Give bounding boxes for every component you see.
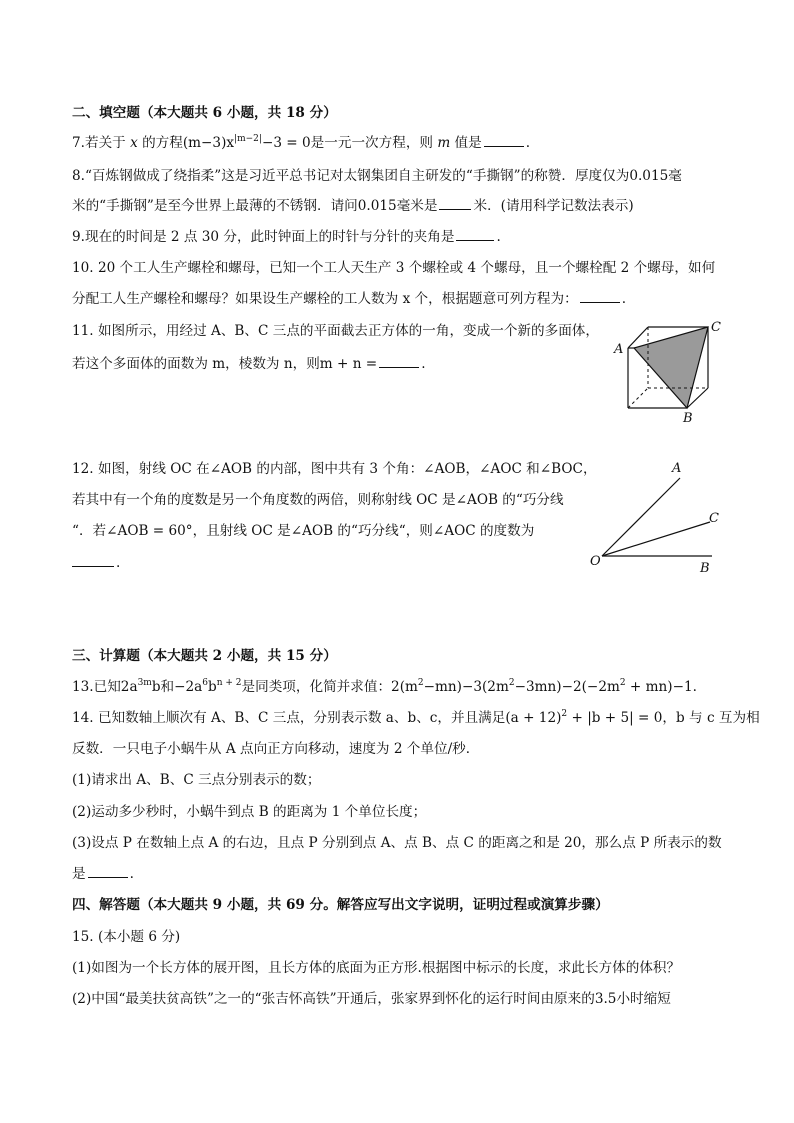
answer-blank[interactable] <box>72 554 114 567</box>
question-12-line-3: “．若∠AOB = 60°，且射线 OC 是∠AOB 的“巧分线“，则∠AOC 的度数为 <box>72 523 535 539</box>
answer-blank[interactable] <box>88 865 128 878</box>
question-14-part-3: (3)设点 P 在数轴上点 A 的右边，且点 P 分别到点 A、点 B、点 C 的距离之和是 20，那么点 P 所表示的数 <box>72 835 722 851</box>
hidden-edge <box>628 388 648 408</box>
question-10-line-2: 分配工人生产螺栓和螺母？如果设生产螺栓的工人数为 x 个，根据题意可列方程为： . <box>72 291 627 307</box>
answer-blank[interactable] <box>439 197 471 210</box>
point-label-b: B <box>683 411 693 426</box>
question-8-line-2: 米的“手撕钢”是至今世界上最薄的不锈钢．请问0.015毫米是 米．(请用科学记数法表示) <box>72 198 634 214</box>
question-7: 7.若关于 x 的方程$(m-3)x^{|m-2|}-3 = 0$是一元一次方程，则 m 值是 . <box>72 134 531 151</box>
question-9: 9.现在的时间是 2 点 30 分，此时钟面上的时针与分针的夹角是 . <box>72 229 501 245</box>
question-14-part-3-end: 是 . <box>72 866 134 882</box>
cube-cut-figure <box>610 318 726 426</box>
section-3-title: 三、计算题（本大题共 2 小题，共 15 分） <box>72 648 337 664</box>
point-label-a: A <box>614 342 624 357</box>
question-11-line-1: 11. 如图所示，用经过 A、B、C 三点的平面截去正方体的一角，变成一个新的多面体， <box>72 323 599 339</box>
point-label-b: B <box>700 561 710 576</box>
question-14-line-2: 反数．一只电子小蜗牛从 A 点向正方向移动，速度为 2 个单位/秒． <box>72 741 480 757</box>
section-4-title: 四、解答题（本大题共 9 小题，共 69 分。解答应写出文字说明，证明过程或演算步骤） <box>72 897 609 913</box>
answer-blank[interactable] <box>379 355 419 368</box>
question-14-line-1: 14. 已知数轴上顺次有 A、B、C 三点，分别表示数 a、b、c，并且满足$(a + 12)^2 + |b + 5| = 0$，b 与 c 互为相 <box>72 709 760 726</box>
point-label-c: C <box>709 511 719 526</box>
answer-blank[interactable] <box>456 228 494 241</box>
cut-triangle <box>634 327 708 408</box>
question-11-line-2: 若这个多面体的面数为 m，棱数为 n，则m + n = . <box>72 356 426 372</box>
question-10-line-1: 10. 20 个工人生产螺栓和螺母，已知一个工人天生产 3 个螺栓或 4 个螺母，且一个螺栓配 2 个螺母，如何 <box>72 260 716 276</box>
question-14-part-1: (1)请求出 A、B、C 三点分别表示的数； <box>72 772 321 788</box>
point-label-o: O <box>590 554 601 569</box>
answer-blank[interactable] <box>484 134 524 147</box>
answer-blank[interactable] <box>580 290 620 303</box>
angle-rays-figure <box>584 458 724 578</box>
question-15-part-1: (1)如图为一个长方体的展开图，且长方体的底面为正方形.根据图中标示的长度，求此长方体的体积？ <box>72 960 681 976</box>
question-12-line-2: 若其中有一个角的度数是另一个角度数的两倍，则称射线 OC 是∠AOB 的“巧分线 <box>72 492 564 508</box>
question-8-line-1: 8.“百炼钢做成了绕指柔”这是习近平总书记对太钢集团自主研发的“手撕钢”的称赞．厚度仅为0.015毫 <box>72 168 682 184</box>
section-2-title: 二、填空题（本大题共 6 小题，共 18 分） <box>72 105 337 121</box>
question-15-header: 15. (本小题 6 分) <box>72 929 181 945</box>
question-12-line-1: 12. 如图，射线 OC 在∠AOB 的内部，图中共有 3 个角：∠AOB，∠AOC 和∠BOC， <box>72 461 597 477</box>
question-13: 13.已知$2a^{3m}b$和$-2a^6b^{n + 2}$是同类项，化简并求值：$2(m^2-mn)-3(2m^2-3mn)-2(-2m^2 + mn)-1$. <box>72 678 697 695</box>
question-15-part-2: (2)中国“最美扶贫高铁”之一的“张吉怀高铁”开通后，张家界到怀化的运行时间由原来的3.5小时缩短 <box>72 991 671 1007</box>
question-14-part-2: (2)运动多少秒时，小蜗牛到点 B 的距离为 1 个单位长度； <box>72 804 427 820</box>
point-label-c: C <box>711 320 721 335</box>
point-label-a: A <box>672 461 682 476</box>
question-12-line-4: . <box>72 554 120 572</box>
